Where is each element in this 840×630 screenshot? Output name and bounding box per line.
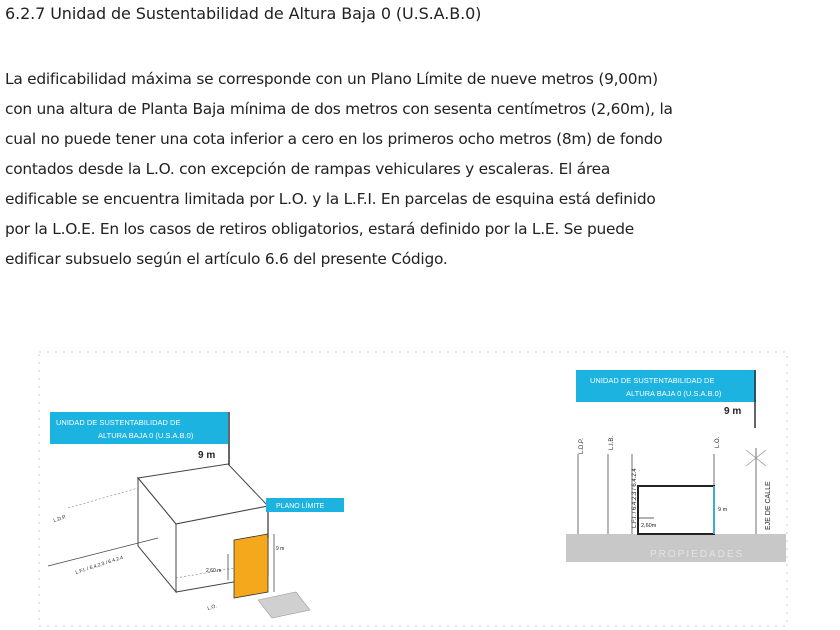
right-height-label: 9 m [724, 406, 742, 417]
right-banner-line2: ALTURA BAJA 0 (U.S.A.B.0) [626, 389, 722, 398]
left-dim-260: 2,60 m [206, 568, 222, 574]
section-heading: 6.2.7 Unidad de Sustentabilidad de Altura Baja 0 (U.S.A.B.0) [5, 4, 482, 23]
right-lib-label: L.I.B. [609, 435, 615, 450]
paragraph-line: por la L.O.E. En los casos de retiros obligatorios, estará definido por la L.E. Se puede [5, 220, 634, 238]
paragraph-line: La edificabilidad máxima se corresponde con un Plano Límite de nueve metros (9,00m) [5, 70, 658, 88]
paragraph-line: cual no puede tener una cota inferior a cero en los primeros ocho metros (8m) de fondo [5, 130, 663, 148]
left-dim-9m: 9 m [276, 546, 285, 552]
body-paragraph [5, 64, 833, 274]
plano-limite-face [234, 534, 268, 598]
right-lo-label: L.O. [715, 436, 721, 448]
right-banner-line1: UNIDAD DE SUSTENTABILIDAD DE [590, 376, 715, 385]
watermark-text: PROPIEDADES [650, 549, 745, 560]
right-dim-9m: 9 m [718, 507, 728, 513]
paragraph-line: edificable se encuentra limitada por L.O. y la L.F.I. En parcelas de esquina está definido [5, 190, 656, 208]
left-ldp-label: L.D.P. [52, 514, 68, 524]
right-lfi-label: L.F.I. / 6.4.2.3 / 6.4.2.4 [632, 468, 638, 528]
paragraph-line: con una altura de Planta Baja mínima de dos metros con sesenta centímetros (2,60m), la [5, 100, 673, 118]
zoning-figure [38, 348, 788, 628]
paragraph-line: contados desde la L.O. con excepción de rampas vehiculares y escaleras. El área [5, 160, 611, 178]
right-dim-260: 2,60m [641, 523, 657, 529]
left-banner-line2: ALTURA BAJA 0 (U.S.A.B.0) [98, 431, 194, 440]
left-lfi-label: L.F.I. / 6.4.2.3 / 6.4.2.4 [74, 554, 124, 576]
left-banner-line1: UNIDAD DE SUSTENTABILIDAD DE [56, 418, 181, 427]
ldp-line [68, 488, 138, 508]
paragraph-line: edificar subsuelo según el artículo 6.6 del presente Código. [5, 250, 448, 268]
section-diagram [566, 370, 786, 562]
right-ldp-label: L.D.P. [579, 438, 585, 454]
eje-de-calle-label: EJE DE CALLE [765, 481, 772, 530]
left-lo-label: L.O. [206, 603, 218, 612]
sidewalk-patch [258, 592, 310, 618]
isometric-diagram [48, 412, 344, 618]
left-height-label: 9 m [198, 450, 216, 461]
plano-limite-label: PLANO LÍMITE [276, 503, 325, 510]
